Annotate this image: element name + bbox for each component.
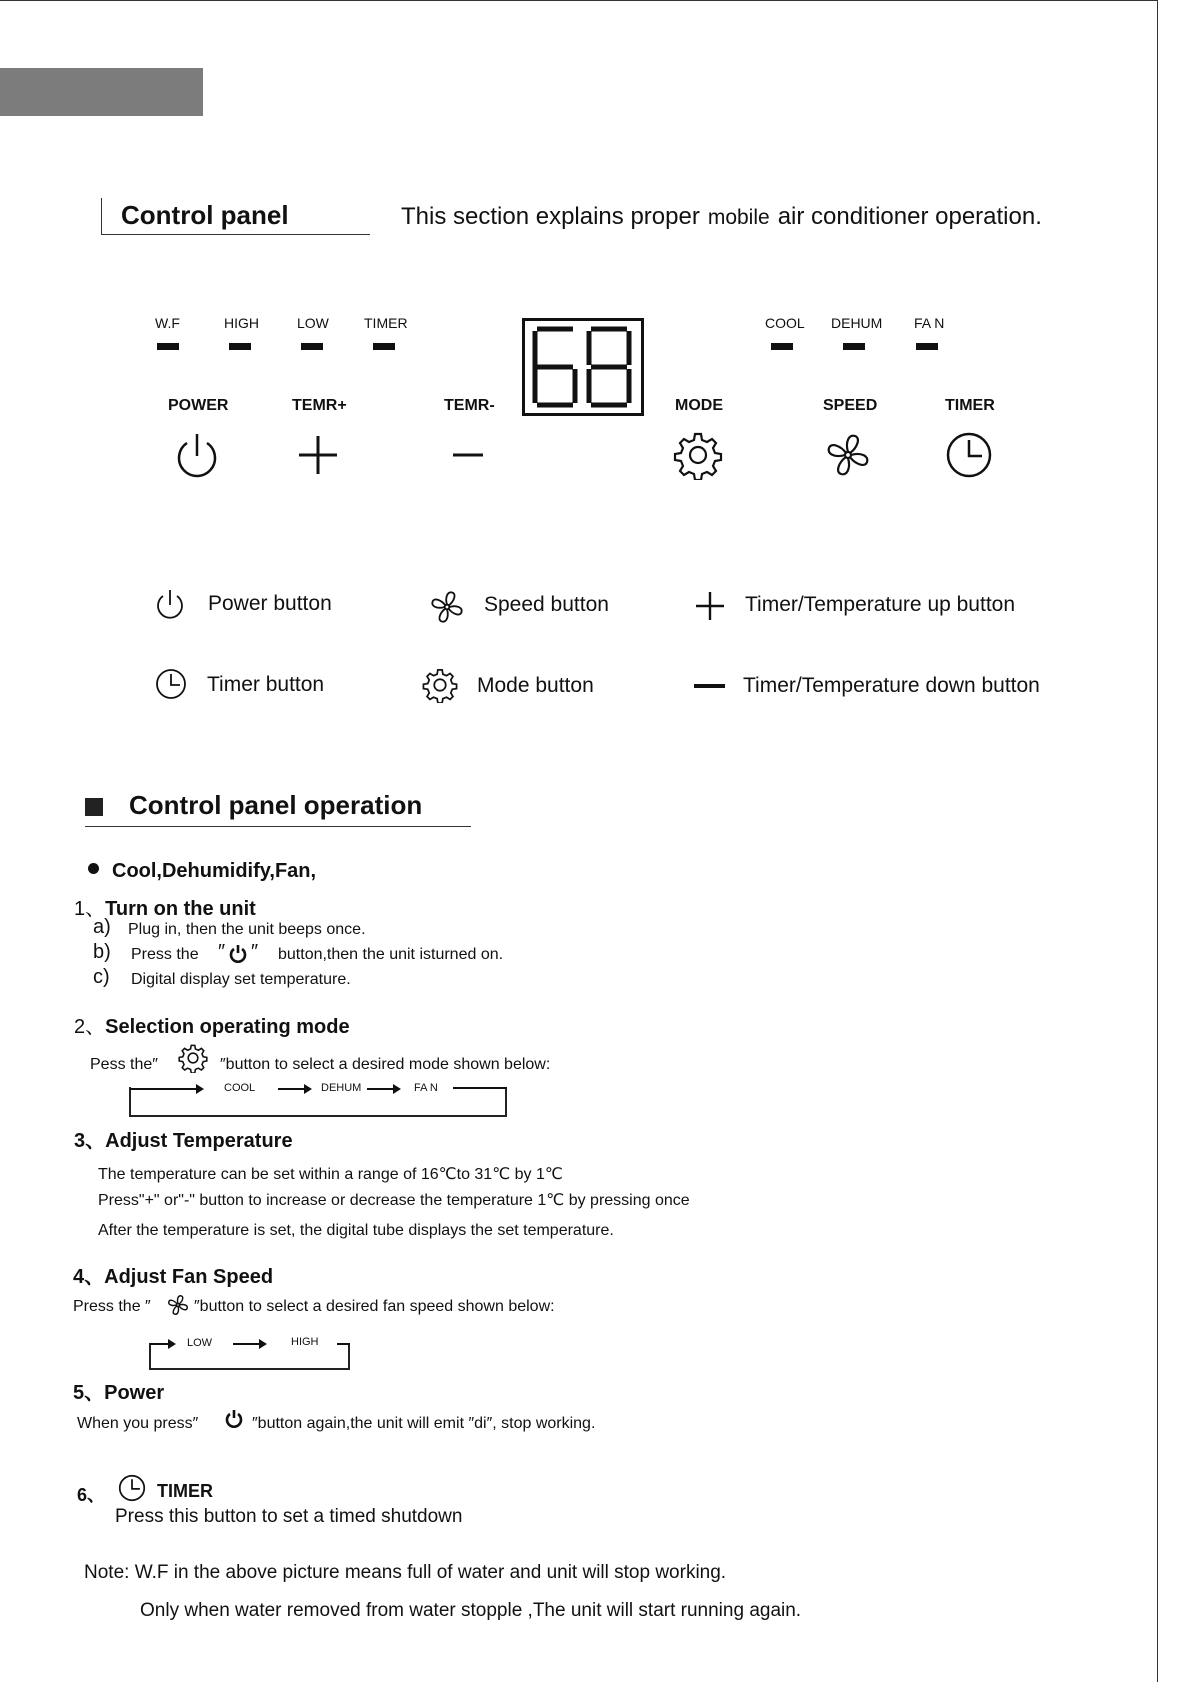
step6-title: TIMER [157, 1481, 213, 1501]
indicator-cool-led [771, 343, 793, 350]
step5-num: 5、 [73, 1382, 105, 1404]
step1-power-icon [228, 943, 248, 963]
step1-b-post: button,then the unit isturned on. [278, 946, 504, 963]
power-label: POWER [168, 397, 229, 414]
step1-a-text: Plug in, then the unit beeps once. [128, 921, 366, 938]
indicator-wf-label: W.F [155, 315, 180, 331]
legend-speed-text: Speed button [484, 593, 609, 616]
step1-title: Turn on the unit [105, 898, 256, 920]
speed-flow-return [337, 1343, 350, 1345]
legend-power-text: Power button [208, 592, 332, 615]
operation-rule [85, 826, 471, 827]
temp-up-button[interactable] [293, 430, 343, 480]
operation-title: Control panel operation [129, 790, 423, 820]
step6-desc: Press this button to set a timed shutdown [115, 1506, 463, 1527]
page-title: Control panel [121, 200, 289, 230]
legend-power-icon [154, 588, 186, 620]
mode-flow-arrow-2 [278, 1088, 310, 1090]
intro-text [401, 203, 1042, 231]
bullet-icon [88, 863, 99, 874]
speed-flow-low: LOW [187, 1337, 213, 1349]
mode-flow-arrow-1 [130, 1088, 202, 1090]
indicator-wf-led [157, 343, 179, 350]
step4-post: ″button to select a desired fan speed shown below: [194, 1298, 555, 1315]
fan-icon [829, 436, 868, 475]
intro-after: air conditioner operation. [777, 203, 1042, 230]
step2-pre: Pess the″ [90, 1056, 158, 1073]
step2-post: ″button to select a desired mode shown below: [220, 1056, 551, 1073]
step6-clock-icon [118, 1474, 146, 1502]
legend-clock-icon [155, 668, 187, 700]
speed-flow-arrow-2 [233, 1343, 265, 1345]
step1-b-pre: Press the [131, 946, 199, 963]
speed-flow-box [149, 1343, 350, 1370]
mode-flow-return [453, 1087, 507, 1089]
mode-flow-dehum: DEHUM [321, 1082, 362, 1094]
speed-button[interactable] [823, 430, 873, 480]
step3-heading [74, 1124, 293, 1153]
temp-down-label: TEMR- [444, 397, 495, 414]
step2-gear-icon [178, 1043, 208, 1073]
modes-heading: Cool,Dehumidify,Fan, [112, 860, 317, 882]
clock-icon [948, 434, 990, 476]
indicator-timer-led [373, 343, 395, 350]
section-tab [0, 68, 203, 116]
intro-mobile: mobile [707, 206, 770, 229]
step1-num: 1、 [74, 898, 106, 920]
power-icon [179, 434, 215, 476]
step3-line3: After the temperature is set, the digital tube displays the set temperature. [98, 1222, 614, 1239]
speed-flow-arrow-1 [150, 1343, 174, 1345]
seven-segment-digits [525, 321, 641, 413]
indicator-dehum-led [843, 343, 865, 350]
step4-pre: Press the ″ [73, 1298, 151, 1315]
step5-post: ″button again,the unit will emit ″di″, stop working. [252, 1415, 596, 1432]
digital-display [522, 318, 644, 416]
step6-num: 6、 [77, 1485, 106, 1505]
temp-down-button[interactable] [443, 430, 493, 480]
legend-down-text: Timer/Temperature down button [743, 674, 1040, 697]
legend-timer-text: Timer button [207, 673, 325, 696]
indicator-cool-label: COOL [765, 315, 805, 331]
indicator-low-led [301, 343, 323, 350]
mode-button[interactable] [673, 430, 723, 480]
step2-title: Selection operating mode [105, 1016, 350, 1038]
legend-plus-icon [694, 590, 726, 622]
power-button[interactable] [172, 430, 222, 480]
legend-fan-icon [428, 588, 466, 626]
legend-minus-icon [694, 684, 725, 688]
indicator-fan-led [916, 343, 938, 350]
indicator-low-label: LOW [297, 315, 329, 331]
step1-a-mark: a) [93, 916, 111, 938]
mode-flow-arrow-3 [367, 1088, 399, 1090]
step1-c-text: Digital display set temperature. [131, 971, 351, 988]
temp-up-label: TEMR+ [292, 397, 347, 414]
mode-flow-fan: FA N [414, 1082, 438, 1094]
step4-fan-icon [166, 1293, 190, 1317]
step3-title: Adjust Temperature [105, 1130, 293, 1152]
step1-b-q2: ″ [251, 941, 259, 963]
speed-label: SPEED [823, 397, 878, 414]
step2-num: 2、 [74, 1016, 106, 1038]
mode-flow-box [129, 1087, 507, 1117]
step5-power-icon [224, 1408, 244, 1428]
step1-b-q1: ″ [218, 941, 226, 963]
step3-num: 3、 [74, 1130, 106, 1152]
legend-mode-text: Mode button [477, 674, 594, 697]
gear-icon [675, 434, 721, 480]
intro-before: This section explains proper [401, 203, 700, 230]
indicator-high-led [229, 343, 251, 350]
step1-b-mark: b) [93, 941, 111, 963]
timer-button[interactable] [944, 430, 994, 480]
step3-line2: Press"+" or"-" button to increase or decrease the temperature 1℃ by pressing once [98, 1192, 690, 1209]
step5-heading [73, 1376, 164, 1405]
step5-pre: When you press″ [77, 1415, 199, 1432]
step5-title: Power [104, 1382, 165, 1404]
mode-label: MODE [675, 397, 723, 414]
indicator-fan-label: FA N [914, 315, 945, 331]
mode-flow-cool: COOL [224, 1082, 256, 1094]
step3-line1: The temperature can be set within a range of 16℃to 31℃ by 1℃ [98, 1166, 563, 1183]
step1-c-mark: c) [93, 966, 110, 988]
timer-label: TIMER [945, 397, 995, 414]
speed-flow-high: HIGH [291, 1336, 319, 1348]
section-square-icon [85, 798, 103, 816]
indicator-high-label: HIGH [224, 315, 259, 331]
indicator-dehum-label: DEHUM [831, 315, 883, 331]
plus-icon [299, 436, 337, 474]
step4-heading [73, 1260, 273, 1289]
note-line-1: Note: W.F in the above picture means full of water and unit will stop working. [84, 1562, 727, 1583]
indicator-timer-label: TIMER [364, 315, 408, 331]
step4-title: Adjust Fan Speed [104, 1266, 274, 1288]
step2-heading [74, 1010, 350, 1039]
legend-gear-icon [422, 667, 458, 703]
step4-num: 4、 [73, 1266, 105, 1288]
legend-up-text: Timer/Temperature up button [745, 593, 1016, 616]
note-line-2: Only when water removed from water stopple ,The unit will start running again. [140, 1600, 802, 1621]
